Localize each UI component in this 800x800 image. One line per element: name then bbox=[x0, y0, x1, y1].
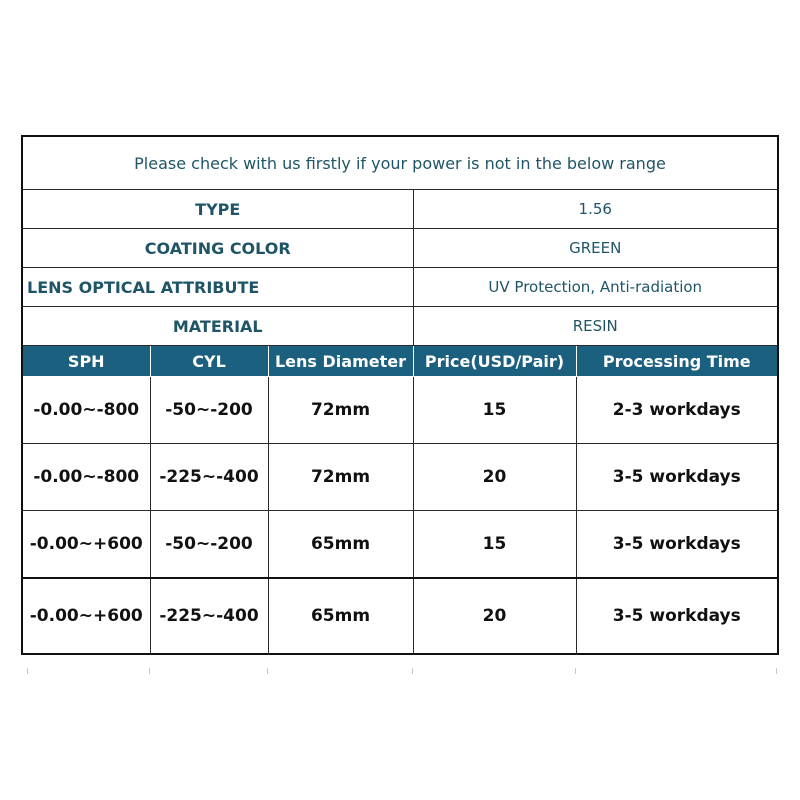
column-header-price: Price(USD/Pair) bbox=[413, 346, 576, 377]
sph-cell: -0.00~+600 bbox=[22, 511, 150, 579]
processing-time-cell: 3-5 workdays bbox=[576, 578, 778, 654]
table-row bbox=[22, 444, 778, 511]
diameter-cell: 72mm bbox=[268, 444, 413, 511]
price-cell: 20 bbox=[413, 578, 576, 654]
spec-value: 1.56 bbox=[413, 190, 778, 229]
price-cell: 20 bbox=[413, 444, 576, 511]
lens-spec-table bbox=[21, 135, 779, 655]
spec-label: MATERIAL bbox=[22, 307, 413, 346]
gridline-tick bbox=[575, 668, 576, 674]
spec-label: LENS OPTICAL ATTRIBUTE bbox=[22, 268, 413, 307]
gridline-tick bbox=[412, 668, 413, 674]
processing-time-cell: 2-3 workdays bbox=[576, 377, 778, 444]
gridline-tick bbox=[267, 668, 268, 674]
spec-row-coating-color bbox=[22, 229, 778, 268]
column-header-cyl: CYL bbox=[150, 346, 268, 377]
table-row bbox=[22, 377, 778, 444]
gridline-tick bbox=[149, 668, 150, 674]
spec-row-material bbox=[22, 307, 778, 346]
column-header-sph: SPH bbox=[22, 346, 150, 377]
processing-time-cell: 3-5 workdays bbox=[576, 511, 778, 579]
spec-label: COATING COLOR bbox=[22, 229, 413, 268]
processing-time-cell: 3-5 workdays bbox=[576, 444, 778, 511]
sph-cell: -0.00~+600 bbox=[22, 578, 150, 654]
range-notice: Please check with us firstly if your power is not in the below range bbox=[22, 136, 778, 190]
cyl-cell: -50~-200 bbox=[150, 377, 268, 444]
spec-row-optical-attribute bbox=[22, 268, 778, 307]
spec-value: UV Protection, Anti-radiation bbox=[413, 268, 778, 307]
column-header-processing-time: Processing Time bbox=[576, 346, 778, 377]
price-cell: 15 bbox=[413, 377, 576, 444]
sph-cell: -0.00~-800 bbox=[22, 377, 150, 444]
column-header-lens-diameter: Lens Diameter bbox=[268, 346, 413, 377]
spec-row-type bbox=[22, 190, 778, 229]
table-row bbox=[22, 578, 778, 654]
cyl-cell: -225~-400 bbox=[150, 444, 268, 511]
diameter-cell: 65mm bbox=[268, 511, 413, 579]
diameter-cell: 65mm bbox=[268, 578, 413, 654]
spec-value: GREEN bbox=[413, 229, 778, 268]
sph-cell: -0.00~-800 bbox=[22, 444, 150, 511]
spec-label: TYPE bbox=[22, 190, 413, 229]
sheet-gridline-ticks bbox=[0, 668, 800, 678]
spec-value: RESIN bbox=[413, 307, 778, 346]
price-cell: 15 bbox=[413, 511, 576, 579]
gridline-tick bbox=[776, 668, 777, 674]
cyl-cell: -50~-200 bbox=[150, 511, 268, 579]
gridline-tick bbox=[27, 668, 28, 674]
column-header-row bbox=[22, 346, 778, 377]
diameter-cell: 72mm bbox=[268, 377, 413, 444]
cyl-cell: -225~-400 bbox=[150, 578, 268, 654]
table-row bbox=[22, 511, 778, 579]
